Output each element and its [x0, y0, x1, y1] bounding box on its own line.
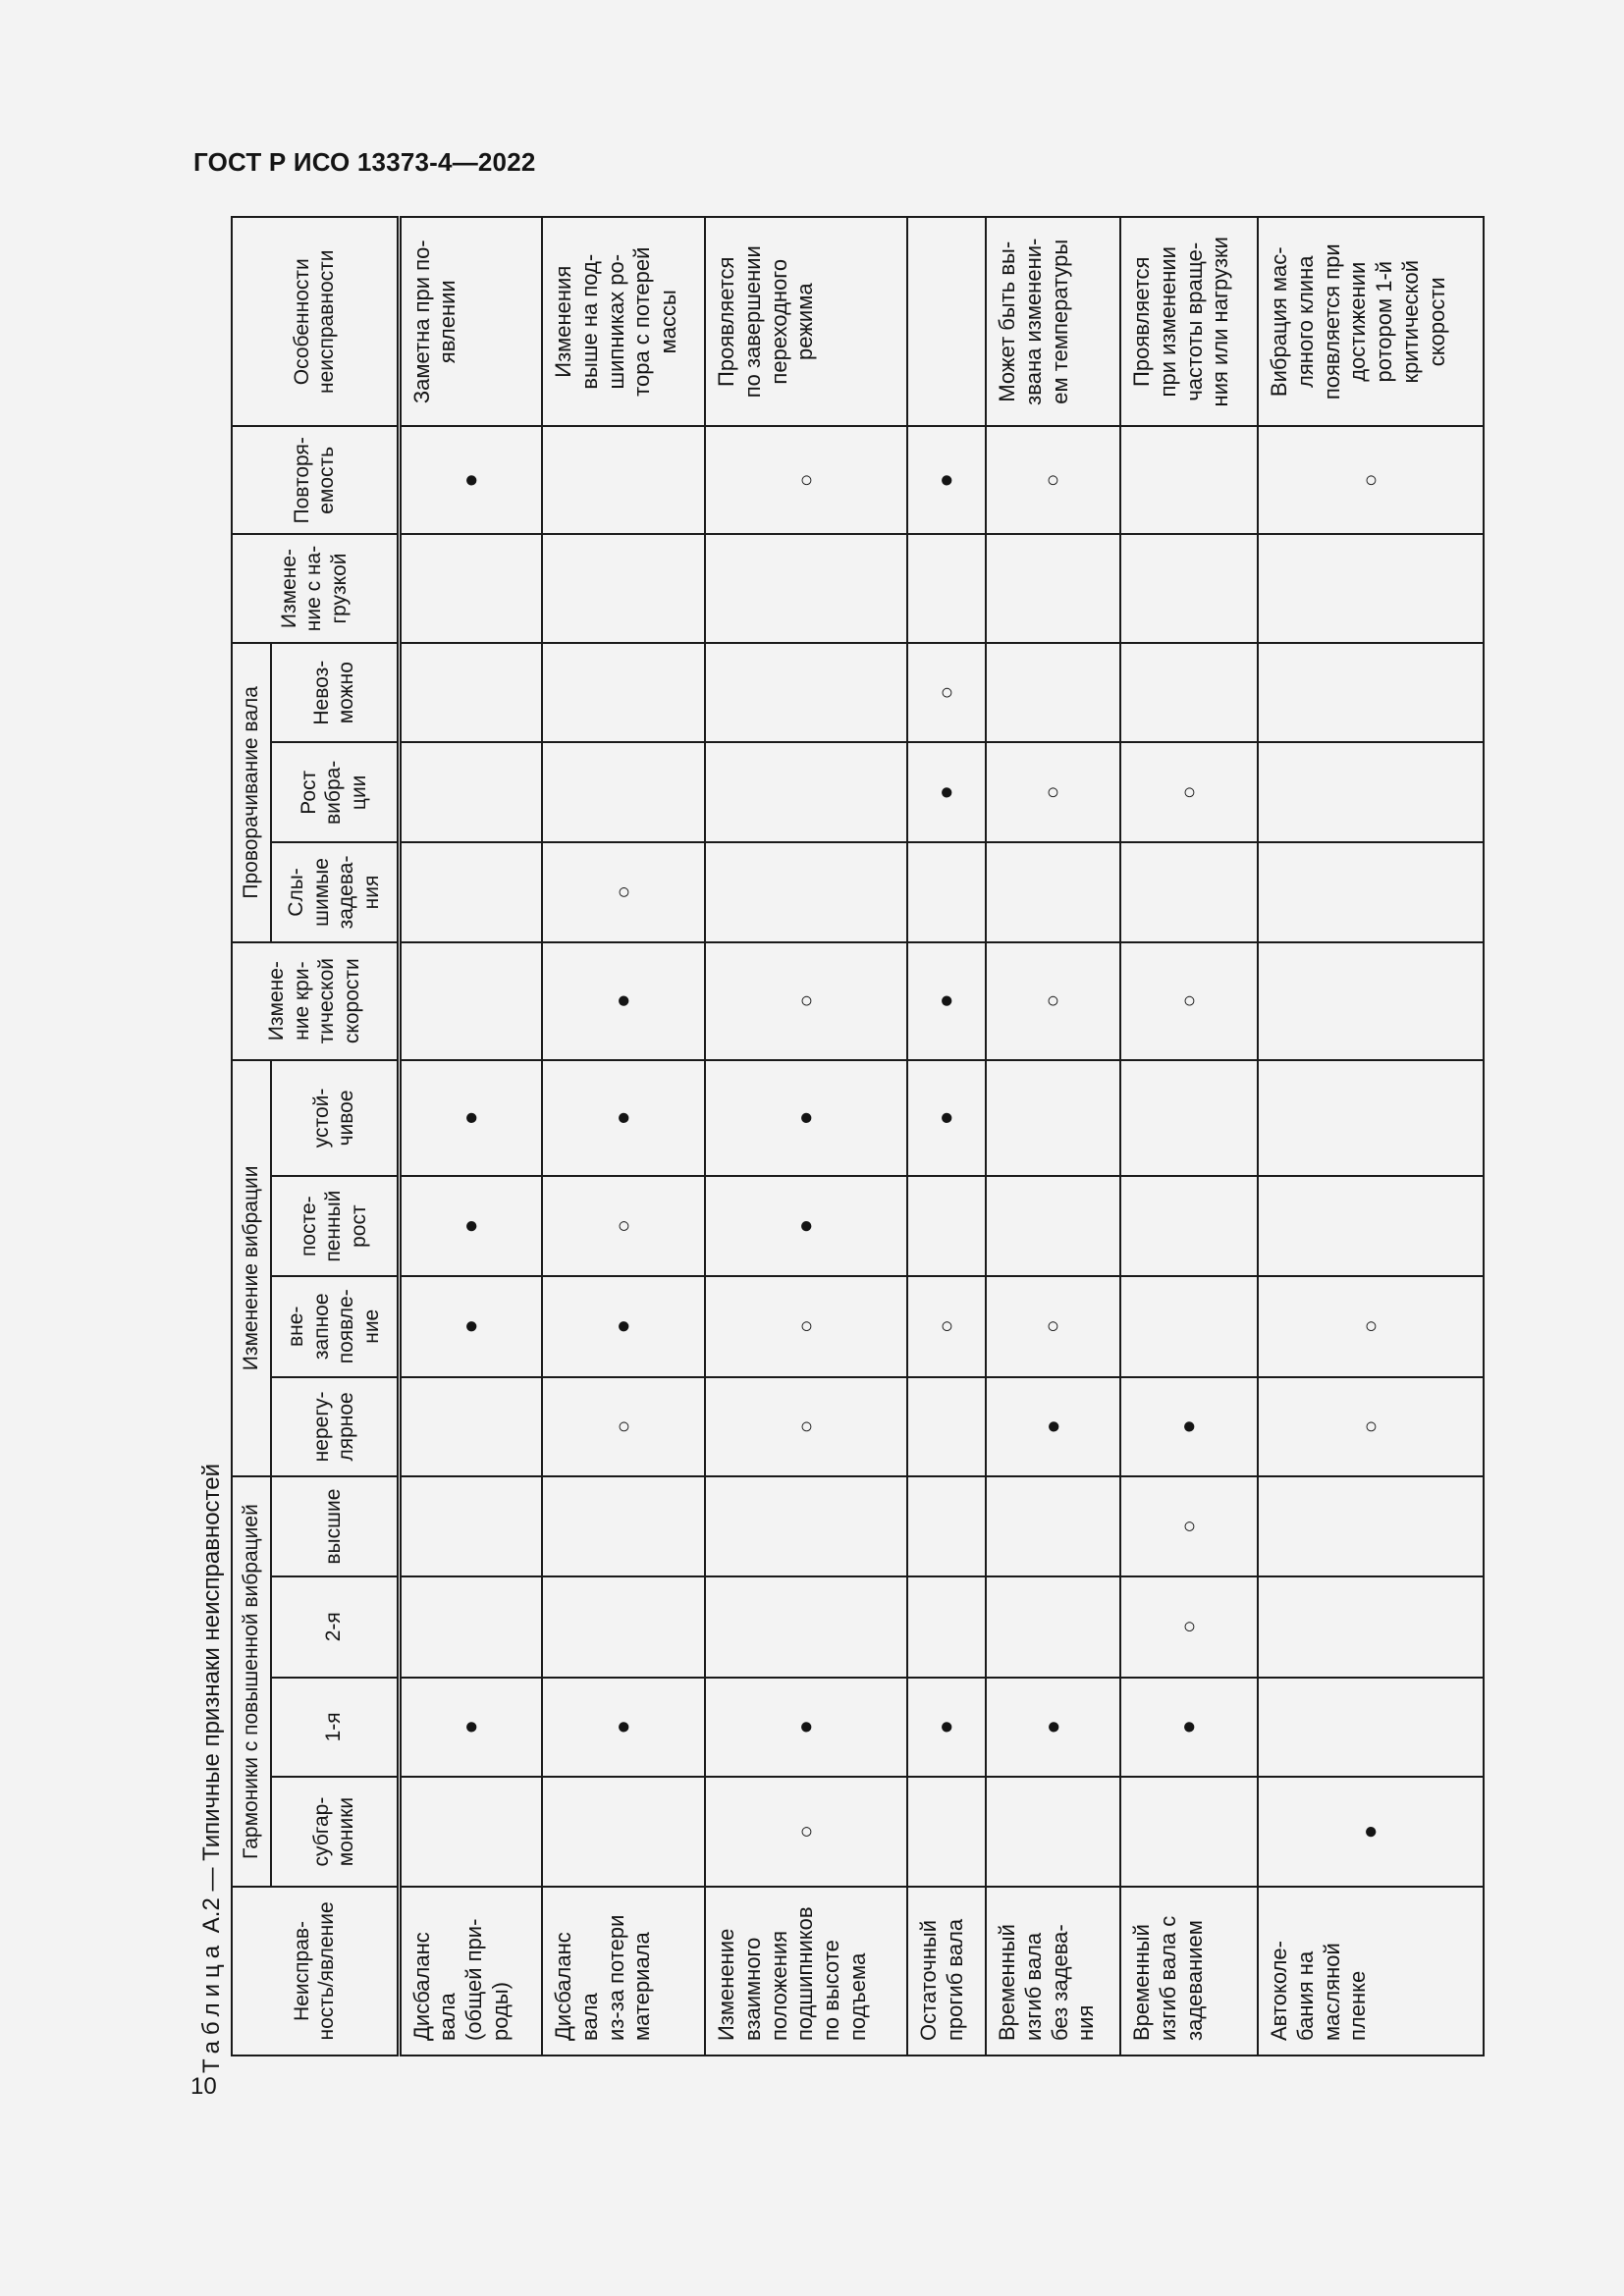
mark-cell — [1258, 534, 1484, 643]
mark-cell — [986, 743, 1120, 843]
mark-cell — [542, 842, 705, 942]
table-row — [542, 217, 705, 2056]
fault-feature: Может быть вы- звана изменени- ем температуры — [986, 217, 1120, 426]
mark-cell — [705, 1060, 907, 1177]
mark-cell — [1120, 1060, 1258, 1177]
header-rotation-group: Проворачивание вала — [232, 643, 271, 942]
mark-cell — [705, 643, 907, 743]
filled-circle-icon: ● — [458, 1720, 485, 1735]
mark-cell — [399, 842, 542, 942]
mark-cell — [542, 942, 705, 1060]
mark-cell — [907, 643, 986, 743]
mark-cell — [399, 534, 542, 643]
mark-cell — [542, 426, 705, 534]
fault-name: Дисбаланс вала (общей при- роды) — [399, 1887, 542, 2056]
open-circle-icon: ○ — [1175, 1620, 1201, 1633]
mark-cell — [907, 743, 986, 843]
mark-cell — [1120, 643, 1258, 743]
filled-circle-icon: ● — [933, 473, 960, 488]
mark-cell — [542, 1060, 705, 1177]
open-circle-icon: ○ — [1175, 785, 1201, 799]
mark-cell — [399, 643, 542, 743]
page-number: 10 — [190, 2073, 217, 2100]
table-row — [705, 217, 907, 2056]
filled-circle-icon: ● — [1357, 1824, 1384, 1840]
fault-name: Временный изгиб вала с задеванием — [1120, 1887, 1258, 2056]
mark-cell — [1258, 1576, 1484, 1678]
mark-cell — [1120, 1276, 1258, 1377]
table-caption-text: А.2 — Типичные признаки неисправностей — [198, 1463, 225, 1940]
mark-cell — [986, 534, 1120, 643]
mark-cell — [907, 942, 986, 1060]
header-features: Особенности неисправности — [232, 217, 399, 426]
header-sudden: вне- запное появле- ние — [271, 1276, 399, 1377]
mark-cell — [1258, 842, 1484, 942]
open-circle-icon: ○ — [1040, 785, 1065, 799]
table-row — [1258, 217, 1484, 2056]
mark-cell — [705, 1276, 907, 1377]
open-circle-icon: ○ — [610, 1419, 635, 1434]
mark-cell — [542, 1678, 705, 1778]
mark-cell — [1258, 1176, 1484, 1276]
mark-cell — [1258, 1777, 1484, 1887]
mark-cell — [1258, 942, 1484, 1060]
mark-cell — [399, 1476, 542, 1576]
header-gradual: посте- пенный рост — [271, 1176, 399, 1276]
open-circle-icon: ○ — [1357, 473, 1382, 487]
open-circle-icon: ○ — [792, 1825, 818, 1839]
fault-feature: Проявляется по завершении переходного режима — [705, 217, 907, 426]
table-row — [1120, 217, 1258, 2056]
mark-cell — [1258, 1060, 1484, 1177]
mark-cell — [986, 842, 1120, 942]
mark-cell — [705, 1377, 907, 1477]
mark-cell — [399, 1060, 542, 1177]
filled-circle-icon: ● — [1039, 1720, 1066, 1735]
mark-cell — [1120, 1476, 1258, 1576]
filled-circle-icon: ● — [458, 1110, 485, 1126]
fault-feature: Вибрация мас- ляного клина появляется при достижении ротором 1-й критической скорости — [1258, 217, 1484, 426]
open-circle-icon: ○ — [792, 994, 818, 1008]
header-vibration-growth: Рост вибра- ции — [271, 743, 399, 843]
mark-cell — [1120, 942, 1258, 1060]
mark-cell — [1258, 1276, 1484, 1377]
open-circle-icon: ○ — [933, 1319, 958, 1333]
mark-cell — [1120, 1377, 1258, 1477]
filled-circle-icon: ● — [458, 1319, 485, 1334]
fault-name: Остаточный прогиб вала — [907, 1887, 986, 2056]
header-first-harmonic: 1-я — [271, 1678, 399, 1778]
mark-cell — [399, 1176, 542, 1276]
table-body — [399, 217, 1484, 2056]
mark-cell — [907, 534, 986, 643]
mark-cell — [1120, 842, 1258, 942]
filled-circle-icon: ● — [792, 1720, 820, 1735]
mark-cell — [986, 1176, 1120, 1276]
mark-cell — [542, 743, 705, 843]
mark-cell — [399, 942, 542, 1060]
header-second-harmonic: 2-я — [271, 1576, 399, 1678]
open-circle-icon: ○ — [1175, 994, 1201, 1008]
mark-cell — [705, 942, 907, 1060]
open-circle-icon: ○ — [792, 473, 818, 487]
mark-cell — [1120, 743, 1258, 843]
mark-cell — [907, 1678, 986, 1778]
mark-cell — [907, 1777, 986, 1887]
mark-cell — [1120, 426, 1258, 534]
filled-circle-icon: ● — [610, 1319, 637, 1334]
fault-feature — [907, 217, 986, 426]
mark-cell — [705, 534, 907, 643]
mark-cell — [1258, 426, 1484, 534]
mark-cell — [542, 1576, 705, 1678]
fault-name: Дисбаланс вала из-за потери материала — [542, 1887, 705, 2056]
mark-cell — [986, 426, 1120, 534]
fault-name: Автоколе- бания на масляной пленке — [1258, 1887, 1484, 2056]
mark-cell — [986, 1576, 1120, 1678]
filled-circle-icon: ● — [458, 1218, 485, 1234]
mark-cell — [542, 1777, 705, 1887]
header-audible-rub: Слы- шимые задева- ния — [271, 842, 399, 942]
mark-cell — [542, 1476, 705, 1576]
mark-cell — [542, 534, 705, 643]
mark-cell — [542, 1176, 705, 1276]
mark-cell — [705, 1678, 907, 1778]
open-circle-icon: ○ — [1357, 1319, 1382, 1333]
mark-cell — [986, 1060, 1120, 1177]
mark-cell — [1258, 743, 1484, 843]
filled-circle-icon: ● — [1175, 1720, 1203, 1735]
mark-cell — [705, 1476, 907, 1576]
mark-cell — [986, 1476, 1120, 1576]
header-subharmonics: субгар- моники — [271, 1777, 399, 1887]
mark-cell — [705, 1176, 907, 1276]
filled-circle-icon: ● — [792, 1110, 820, 1126]
open-circle-icon: ○ — [1040, 994, 1065, 1008]
mark-cell — [986, 1377, 1120, 1477]
header-load-change: Измене- ние с на- грузкой — [232, 534, 399, 643]
open-circle-icon: ○ — [792, 1419, 818, 1434]
filled-circle-icon: ● — [1175, 1419, 1203, 1434]
filled-circle-icon: ● — [792, 1218, 820, 1234]
mark-cell — [986, 942, 1120, 1060]
mark-cell — [907, 1060, 986, 1177]
mark-cell — [399, 1276, 542, 1377]
filled-circle-icon: ● — [1039, 1419, 1066, 1434]
mark-cell — [1120, 1678, 1258, 1778]
filled-circle-icon: ● — [610, 1110, 637, 1126]
filled-circle-icon: ● — [610, 1720, 637, 1735]
header-vibration-change-group: Изменение вибрации — [232, 1060, 271, 1477]
open-circle-icon: ○ — [1357, 1419, 1382, 1434]
open-circle-icon: ○ — [792, 1319, 818, 1333]
open-circle-icon: ○ — [1040, 1319, 1065, 1333]
filled-circle-icon: ● — [458, 473, 485, 488]
mark-cell — [907, 842, 986, 942]
mark-cell — [1120, 1576, 1258, 1678]
document-header: ГОСТ Р ИСО 13373-4—2022 — [193, 147, 536, 177]
table-caption-label: Таблица — [198, 1939, 225, 2073]
mark-cell — [1120, 534, 1258, 643]
open-circle-icon: ○ — [933, 686, 958, 700]
table-row — [986, 217, 1120, 2056]
fault-name: Изменение взаимного положения подшипников по высоте подъема — [705, 1887, 907, 2056]
table-row — [399, 217, 542, 2056]
header-harmonics-group: Гармоники с повышенной вибрацией — [232, 1476, 271, 1887]
filled-circle-icon: ● — [610, 993, 637, 1008]
header-irregular: нерегу- лярное — [271, 1377, 399, 1477]
table-caption — [195, 1464, 229, 2073]
mark-cell — [1120, 1176, 1258, 1276]
fault-symptoms-table — [231, 216, 1485, 2056]
mark-cell — [705, 743, 907, 843]
open-circle-icon: ○ — [610, 885, 635, 899]
mark-cell — [1120, 1777, 1258, 1887]
header-fault: Неисправ- ность/явление — [232, 1887, 399, 2056]
mark-cell — [399, 1678, 542, 1778]
mark-cell — [986, 1678, 1120, 1778]
mark-cell — [907, 1576, 986, 1678]
mark-cell — [1258, 1678, 1484, 1778]
mark-cell — [542, 1377, 705, 1477]
header-impossible: Невоз- можно — [271, 643, 399, 743]
mark-cell — [907, 1176, 986, 1276]
header-steady: устой- чивое — [271, 1060, 399, 1177]
open-circle-icon: ○ — [1040, 473, 1065, 487]
mark-cell — [399, 1576, 542, 1678]
filled-circle-icon: ● — [933, 993, 960, 1008]
filled-circle-icon: ● — [933, 1720, 960, 1735]
filled-circle-icon: ● — [933, 1110, 960, 1126]
mark-cell — [399, 1777, 542, 1887]
mark-cell — [399, 743, 542, 843]
mark-cell — [399, 1377, 542, 1477]
mark-cell — [986, 1276, 1120, 1377]
mark-cell — [542, 643, 705, 743]
fault-feature: Заметна при по- явлении — [399, 217, 542, 426]
mark-cell — [986, 643, 1120, 743]
mark-cell — [705, 426, 907, 534]
mark-cell — [705, 1777, 907, 1887]
header-repeatability: Повторя- емость — [232, 426, 399, 534]
fault-name: Временный изгиб вала без задева- ния — [986, 1887, 1120, 2056]
mark-cell — [1258, 643, 1484, 743]
filled-circle-icon: ● — [933, 785, 960, 800]
open-circle-icon: ○ — [610, 1219, 635, 1233]
fault-feature: Изменения выше на под- шипниках ро- тора с потерей массы — [542, 217, 705, 426]
mark-cell — [907, 1476, 986, 1576]
mark-cell — [907, 426, 986, 534]
mark-cell — [399, 426, 542, 534]
mark-cell — [907, 1377, 986, 1477]
header-critical-speed-change: Измене- ние кри- тической скорости — [232, 942, 399, 1060]
mark-cell — [986, 1777, 1120, 1887]
mark-cell — [542, 1276, 705, 1377]
mark-cell — [1258, 1476, 1484, 1576]
table-row — [907, 217, 986, 2056]
mark-cell — [907, 1276, 986, 1377]
mark-cell — [705, 842, 907, 942]
mark-cell — [1258, 1377, 1484, 1477]
mark-cell — [705, 1576, 907, 1678]
fault-feature: Проявляется при изменении частоты враще- ния или нагрузки — [1120, 217, 1258, 426]
header-higher-harmonics: высшие — [271, 1476, 399, 1576]
open-circle-icon: ○ — [1175, 1520, 1201, 1533]
